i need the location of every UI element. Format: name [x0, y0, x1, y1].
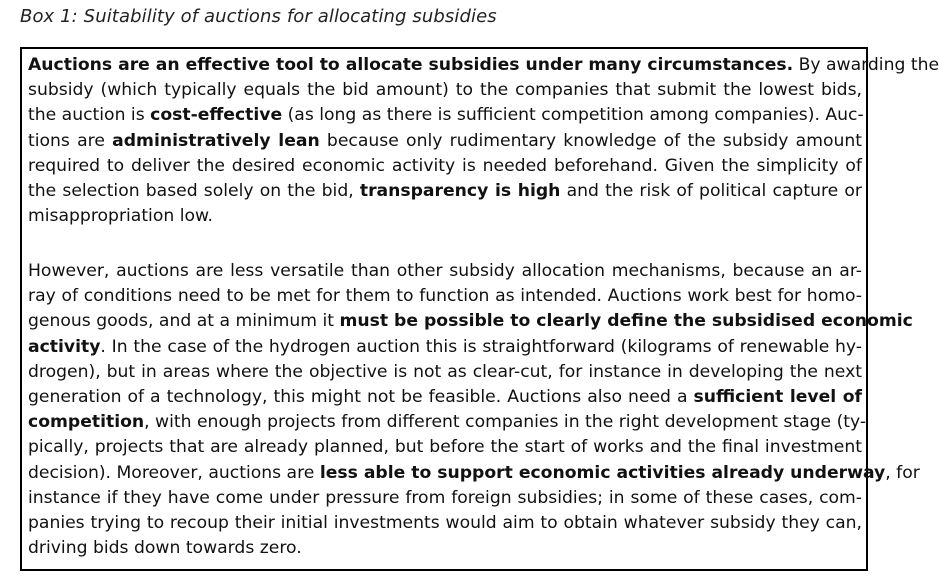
body-text: misappropriation low. — [28, 206, 213, 227]
body-text: generation of a technology, this might not be feasible. Auctions also need a — [28, 386, 694, 407]
text-line — [28, 259, 862, 284]
paragraph-suitability — [28, 53, 939, 229]
body-text: decision). Moreover, auctions are — [28, 462, 320, 483]
body-text: the selection based solely on the bid, — [28, 180, 360, 201]
body-text: driving bids down towards zero. — [28, 538, 302, 559]
paragraph-limitations — [28, 259, 920, 561]
bold-text: transparency is high — [359, 180, 561, 201]
text-line — [28, 410, 867, 435]
bold-text: competition — [28, 412, 145, 433]
body-text: By awarding the — [793, 55, 939, 75]
text-line — [28, 204, 862, 229]
body-text: because only rudimentary knowledge of the subsidy amount — [319, 130, 863, 151]
bold-text: must be possible to clearly define the subsidised economic — [339, 311, 913, 332]
body-text: panies trying to recoup their initial investments would aim to obtain whatever subsidy they can, — [28, 512, 862, 533]
bold-text: less able to support economic activities already underway — [319, 462, 886, 483]
text-line — [28, 154, 862, 179]
text-box — [20, 47, 939, 571]
bold-text: activity — [28, 336, 101, 357]
text-line — [28, 385, 862, 410]
body-text: and the risk of political capture or — [560, 180, 862, 201]
text-line — [28, 511, 862, 536]
body-text: (as long as there is sufficient competition among companies). Auc- — [282, 105, 864, 126]
body-text: , for — [885, 462, 920, 483]
text-line — [28, 179, 862, 204]
text-line — [28, 360, 862, 385]
text-line — [28, 103, 862, 128]
text-line — [28, 53, 939, 78]
body-text: instance if they have come under pressure from foreign subsidies; in some of these cases, com- — [28, 487, 862, 508]
body-text: subsidy (which typically equals the bid amount) to the companies that submit the lowest bids, — [28, 80, 862, 101]
text-line — [28, 129, 862, 154]
body-text: genous goods, and at a minimum it — [28, 311, 340, 332]
body-text: pically, projects that are already planned, but before the start of works and the final investment — [28, 437, 862, 458]
body-text: drogen), but in areas where the objective is not as clear-cut, for instance in developing the next — [28, 361, 862, 382]
text-line — [28, 78, 862, 103]
text-line — [28, 335, 862, 360]
bold-text: Auctions are an effective tool to allocate subsidies under many circumstances. — [28, 55, 794, 75]
body-text: . In the case of the hydrogen auction this is straightforward (kilograms of renewable hy- — [100, 336, 862, 357]
text-line — [28, 309, 913, 334]
bold-text: cost-effective — [150, 105, 283, 126]
body-text: the auction is — [28, 105, 151, 126]
body-text: , with enough projects from different companies in the right development stage (ty- — [144, 412, 867, 433]
text-line — [28, 486, 862, 511]
bold-text: sufficient level of — [693, 386, 862, 407]
box-title: Box 1: Suitability of auctions for allocating subsidies — [20, 6, 497, 27]
body-text: ray of conditions need to be met for them to function as intended. Auctions work best for homo- — [28, 286, 862, 307]
bold-text: administratively lean — [112, 130, 320, 151]
body-text: tions are — [28, 130, 113, 151]
text-line — [28, 461, 920, 486]
body-text: required to deliver the desired economic activity is needed beforehand. Given the simplicity of — [28, 155, 862, 176]
text-line — [28, 536, 862, 561]
text-line — [28, 435, 862, 460]
text-line — [28, 284, 862, 309]
body-text: However, auctions are less versatile than other subsidy allocation mechanisms, because an ar- — [28, 261, 862, 281]
